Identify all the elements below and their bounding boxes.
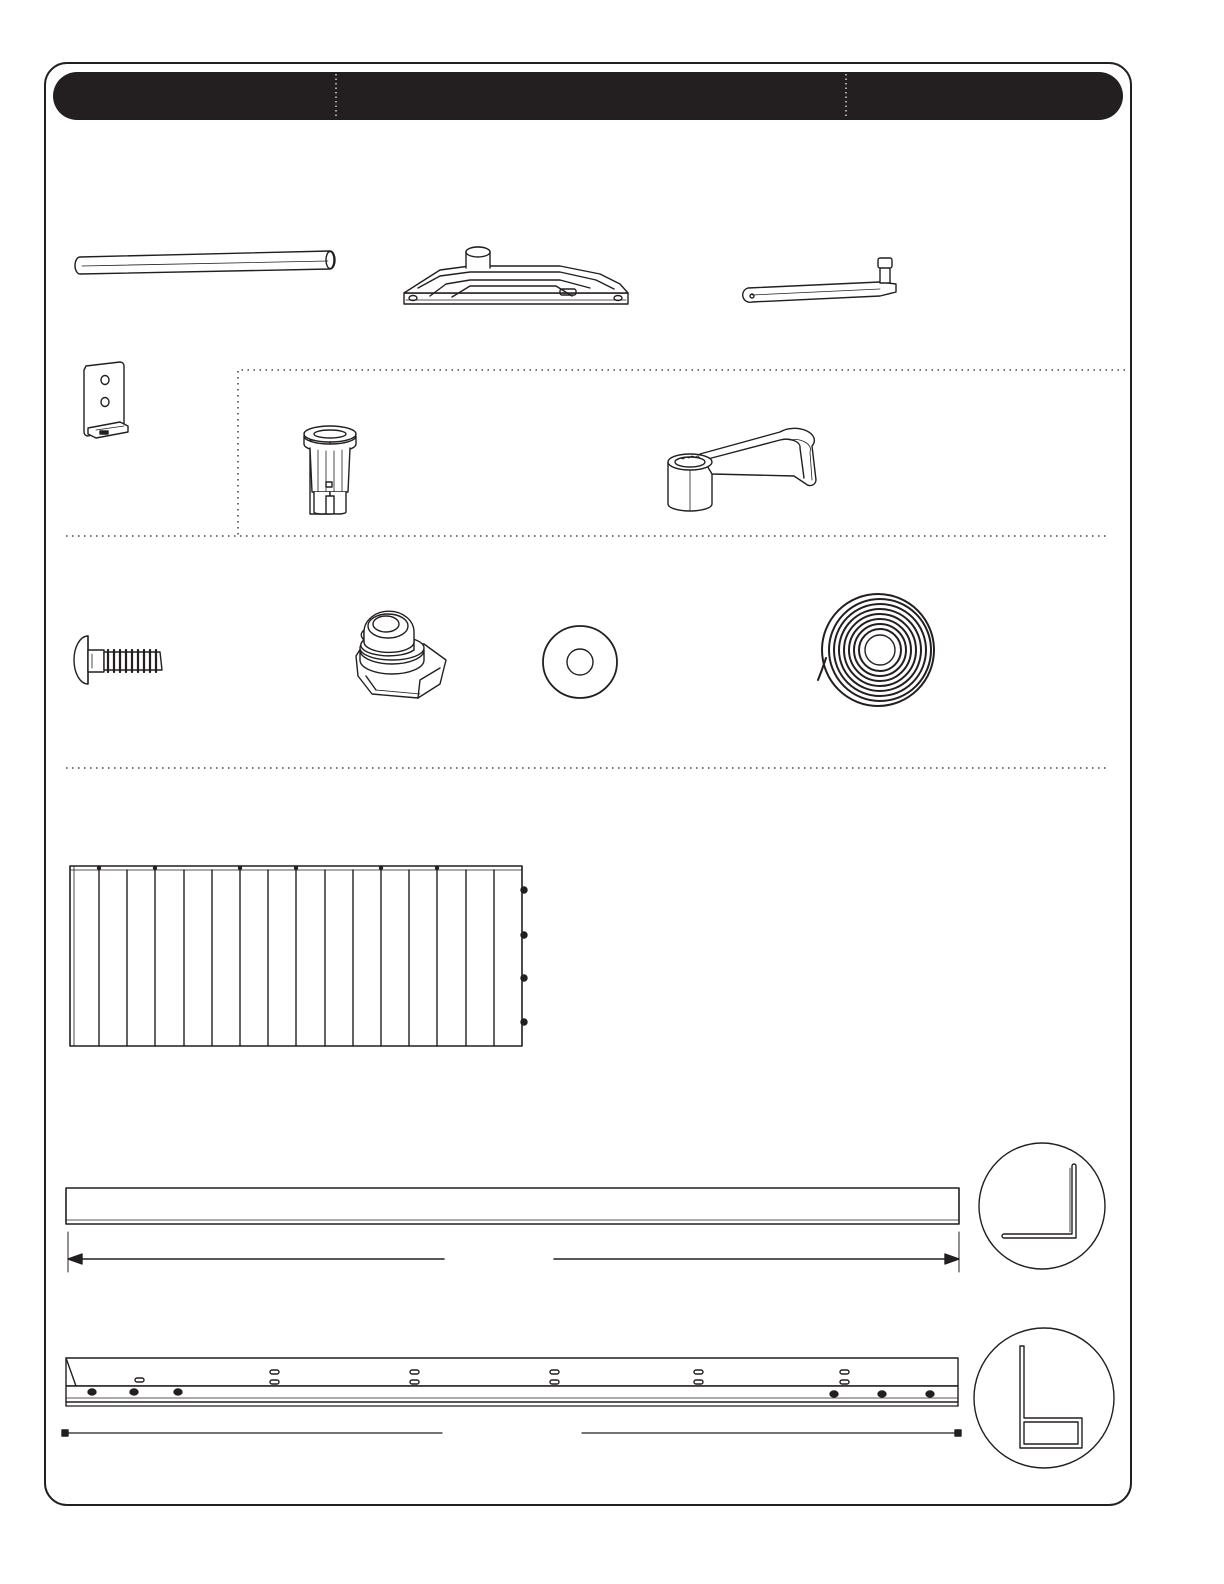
rod-icon [75, 251, 335, 274]
crank-handle-icon [668, 428, 816, 511]
coil-spring-icon [818, 594, 934, 706]
header-col-1 [60, 74, 330, 118]
bracket-plate-icon [84, 362, 128, 438]
bushing-icon [304, 426, 356, 514]
angle-rail-icon [66, 1358, 958, 1406]
crank-arm-icon [743, 258, 896, 302]
washer-icon [543, 626, 617, 698]
header-col-2 [340, 74, 840, 118]
j-profile-icon [974, 1328, 1114, 1468]
header-col-3 [850, 74, 1115, 118]
l-profile-icon [979, 1143, 1105, 1269]
window-operator-icon [404, 247, 628, 304]
cap-nut-icon [356, 611, 446, 698]
corrugated-panel-icon [70, 866, 527, 1046]
channel-length-dimension [68, 1232, 959, 1272]
bolt-icon [74, 636, 162, 684]
angle-rail-length-dimension [62, 1430, 961, 1436]
channel-icon [66, 1188, 959, 1224]
